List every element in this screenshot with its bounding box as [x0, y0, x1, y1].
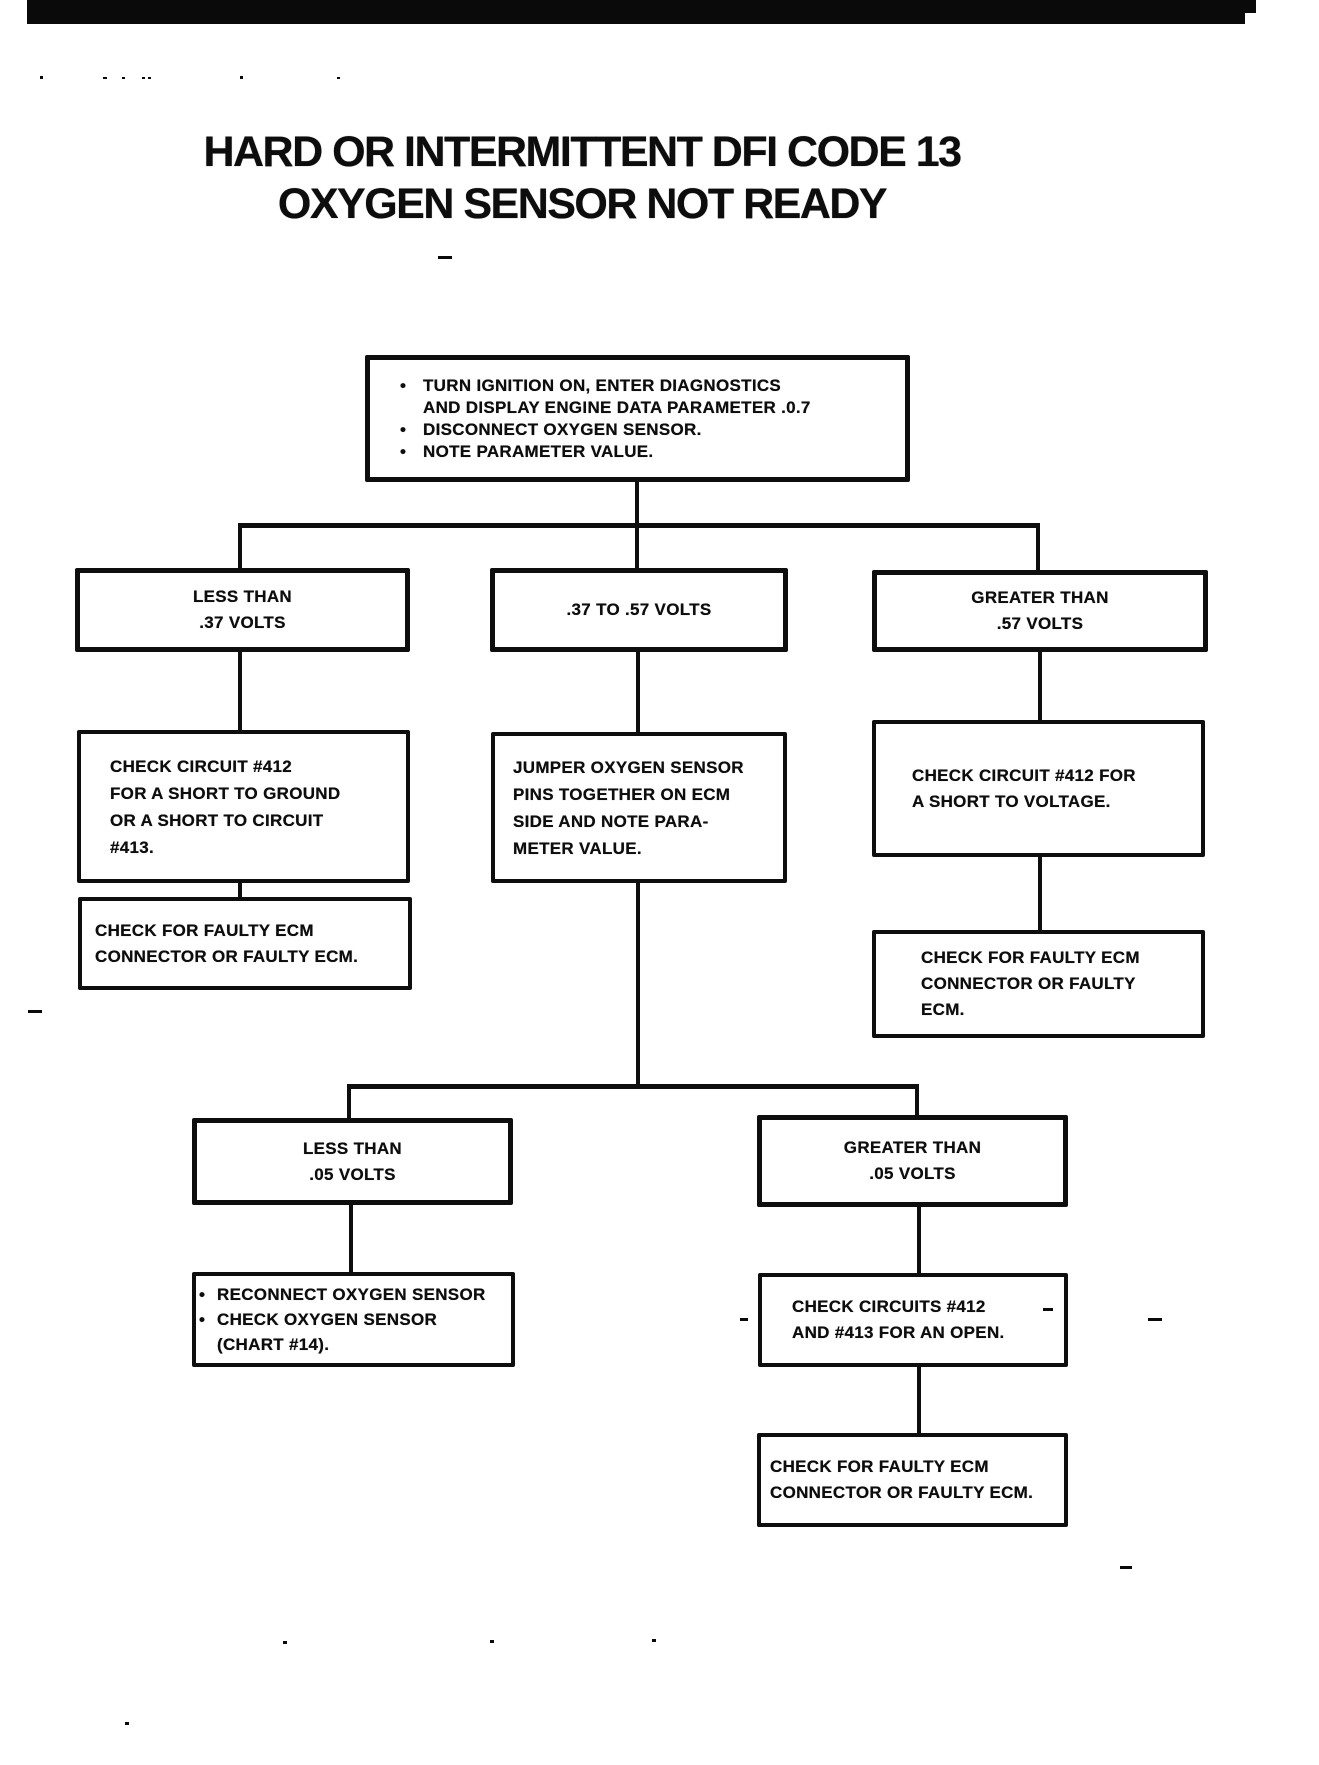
action-jumper-oxygen-sensor-pins: [491, 732, 787, 883]
action-check-circuits-412-413-open: [758, 1273, 1068, 1367]
scan-speck: [148, 77, 151, 79]
connector-left-col-2: [238, 650, 242, 732]
connector-branch2-right-drop: [915, 1084, 919, 1117]
action-text: CHECK CIRCUITS #412: [792, 1297, 986, 1316]
scan-speck: [125, 1722, 129, 1725]
action-text: OR A SHORT TO CIRCUIT: [110, 810, 324, 830]
decision-text: .37 VOLTS: [199, 613, 286, 632]
connector-branch1-mid-drop: [635, 523, 639, 570]
bullet-icon: •: [199, 1310, 206, 1329]
action-text: A SHORT TO VOLTAGE.: [912, 791, 1111, 811]
start-line: NOTE PARAMETER VALUE.: [423, 441, 654, 461]
connector-final-stem: [917, 1365, 921, 1435]
action-text: CHECK CIRCUIT #412 FOR: [912, 765, 1136, 785]
decision-less-than-37-volts: [75, 568, 410, 652]
action-text: CONNECTOR OR FAULTY: [921, 974, 1136, 993]
decision-text: LESS THAN: [192, 587, 293, 606]
bullet-icon: •: [400, 375, 407, 395]
start-line: AND DISPLAY ENGINE DATA PARAMETER .0.7: [423, 397, 811, 417]
scan-dash-left-margin: [28, 1010, 42, 1013]
title-line-2: OXYGEN SENSOR NOT READY: [277, 180, 887, 228]
scan-dash: [740, 1318, 748, 1321]
start-line: DISCONNECT OXYGEN SENSOR.: [423, 419, 702, 439]
scan-speck: [103, 77, 107, 79]
scan-speck: [40, 76, 43, 79]
scan-dash: [1120, 1566, 1132, 1569]
action-text: (CHART #14).: [217, 1335, 330, 1354]
scan-bar-artifact: [27, 0, 1245, 24]
action-text: CHECK FOR FAULTY ECM: [921, 948, 1140, 967]
decision-text: .05 VOLTS: [869, 1164, 956, 1183]
decision-text: .37 TO .57 VOLTS: [566, 600, 712, 619]
bullet-icon: •: [199, 1285, 206, 1304]
action-check-faulty-ecm-right: [872, 930, 1205, 1038]
scan-dash: [1043, 1308, 1053, 1311]
action-text: AND #413 FOR AN OPEN.: [792, 1323, 1005, 1342]
action-text: FOR A SHORT TO GROUND: [110, 783, 341, 803]
connector-branch1-right-drop: [1036, 523, 1040, 572]
connector-less05-stem: [349, 1203, 353, 1274]
scan-dash: [1148, 1318, 1162, 1321]
scan-speck: [283, 1641, 287, 1644]
connector-branch1-left-drop: [238, 523, 242, 570]
action-text: CHECK FOR FAULTY ECM: [95, 920, 314, 940]
action-text: #413.: [110, 837, 155, 857]
connector-greater05-stem: [917, 1205, 921, 1275]
connector-branch2-left-drop: [347, 1084, 351, 1120]
start-line: TURN IGNITION ON, ENTER DIAGNOSTICS: [423, 375, 782, 395]
decision-37-to-57-volts: [490, 568, 788, 652]
decision-text: .57 VOLTS: [996, 614, 1084, 633]
connector-right-col-3: [1038, 855, 1042, 932]
decision-text: .05 VOLTS: [309, 1164, 396, 1184]
page-title: [0, 126, 1164, 230]
decision-greater-than-57-volts: [872, 570, 1208, 652]
action-text: CHECK OXYGEN SENSOR: [217, 1310, 438, 1329]
connector-branch2-horizontal: [347, 1084, 919, 1089]
action-check-circuit-412-short-to-voltage: [872, 720, 1205, 857]
action-text: JUMPER OXYGEN SENSOR: [513, 757, 744, 777]
scan-speck: [142, 77, 145, 79]
decision-text: GREATER THAN: [843, 1138, 982, 1157]
scan-speck: [490, 1640, 494, 1643]
decision-text: LESS THAN: [302, 1138, 403, 1158]
decision-text: GREATER THAN: [971, 588, 1109, 607]
scan-speck: [122, 77, 125, 79]
bullet-icon: •: [400, 441, 407, 461]
title-line-1: HARD OR INTERMITTENT DFI CODE 13: [203, 128, 961, 176]
action-text: CONNECTOR OR FAULTY ECM.: [770, 1483, 1034, 1502]
bullet-icon: •: [400, 419, 407, 439]
action-reconnect-oxygen-sensor: [192, 1272, 515, 1367]
connector-right-col-2: [1038, 650, 1042, 722]
scan-speck: [337, 77, 340, 79]
action-text: ECM.: [921, 1000, 965, 1019]
action-check-circuit-412-short-to-ground: [77, 730, 410, 883]
action-text: CHECK CIRCUIT #412: [110, 756, 293, 776]
connector-branch1-horizontal: [238, 523, 1040, 528]
action-text: PINS TOGETHER ON ECM: [513, 784, 731, 804]
connector-mid-col-2: [636, 650, 640, 734]
decision-less-than-05-volts: [192, 1118, 513, 1205]
connector-start-stem: [635, 480, 639, 527]
action-check-faulty-ecm-final: [757, 1433, 1068, 1527]
decision-greater-than-05-volts: [757, 1115, 1068, 1207]
connector-mid-col-long: [636, 881, 640, 1088]
connector-left-col-3: [238, 881, 242, 899]
scan-speck: [240, 76, 243, 79]
action-check-faulty-ecm-left: [78, 897, 412, 990]
scan-bar-artifact-tail: [1245, 0, 1256, 13]
action-text: SIDE AND NOTE PARA-: [513, 811, 709, 831]
scan-speck: [652, 1639, 656, 1642]
action-text: RECONNECT OXYGEN SENSOR: [217, 1285, 486, 1304]
scan-dash-under-title: [438, 256, 452, 259]
action-text: CONNECTOR OR FAULTY ECM.: [95, 946, 359, 966]
action-text: CHECK FOR FAULTY ECM: [770, 1457, 989, 1476]
action-text: METER VALUE.: [513, 838, 642, 858]
start-box: [365, 355, 910, 482]
